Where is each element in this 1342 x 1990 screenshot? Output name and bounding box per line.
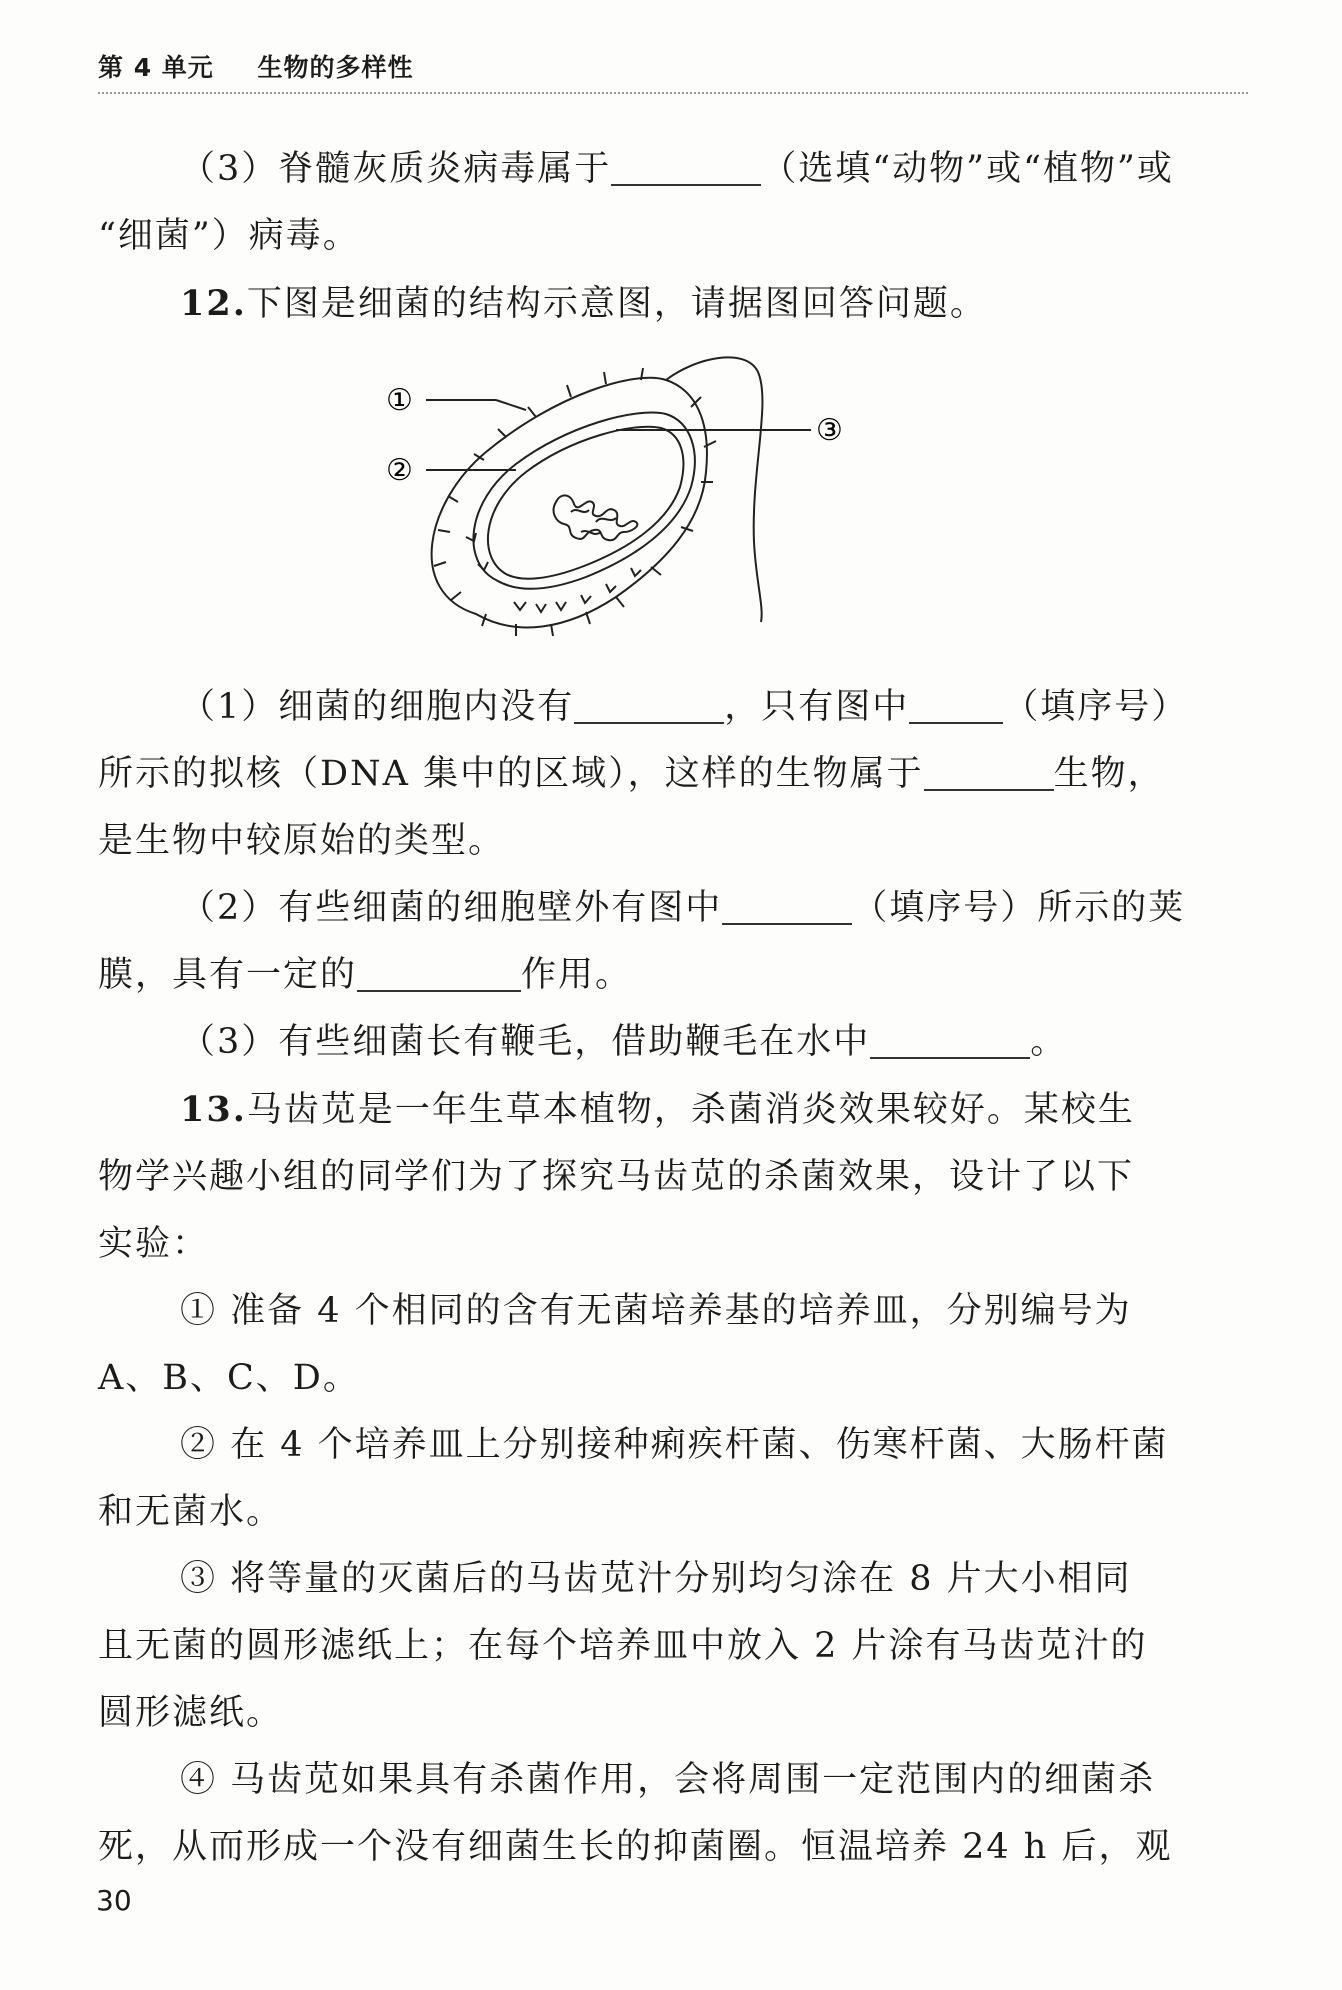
page-header [98, 48, 1248, 94]
unit-title: 生物的多样性 [257, 53, 414, 82]
q13-step1-line1: ① 准备 4 个相同的含有无菌培养基的培养皿，分别编号为 [180, 1291, 1132, 1331]
label-1: ① [386, 383, 415, 418]
q13-step1-line2: A、B、C、D。 [98, 1358, 360, 1398]
answer-blank[interactable] [722, 883, 852, 925]
q12-2-line1: （2）有些细菌的细胞壁外有图中 （填序号）所示的荚 [98, 875, 1218, 942]
answer-blank[interactable] [574, 682, 724, 724]
q13-step4-line2: 死，从而形成一个没有细菌生长的抑菌圈。恒温培养 24 h 后，观 [98, 1827, 1173, 1867]
answer-blank[interactable] [611, 144, 761, 186]
q12-3-line: （3）有些细菌长有鞭毛，借助鞭毛在水中 。 [98, 1009, 1218, 1076]
answer-blank[interactable] [909, 682, 1003, 724]
page-number: 30 [96, 1884, 132, 1917]
label-2: ② [386, 453, 415, 488]
q13-stem-line2: 物学兴趣小组的同学们为了探究马齿苋的杀菌效果，设计了以下 [98, 1157, 1135, 1197]
q13-stem-line1: 13.马齿苋是一年生草本植物，杀菌消炎效果较好。某校生 [180, 1089, 1135, 1130]
q13-stem-line3: 实验： [98, 1224, 210, 1264]
q13-step3-line2: 且无菌的圆形滤纸上；在每个培养皿中放入 2 片涂有马齿苋汁的 [98, 1626, 1148, 1666]
q11-3-line2: “细菌”）病毒。 [98, 216, 360, 256]
q13-step2-line2: 和无菌水。 [98, 1492, 284, 1532]
answer-blank[interactable] [924, 749, 1054, 791]
question-number: 13. [180, 1089, 247, 1130]
answer-blank[interactable] [357, 950, 521, 992]
q13-step3-line3: 圆形滤纸。 [98, 1693, 284, 1733]
answer-blank[interactable] [870, 1017, 1030, 1059]
bacteria-structure-figure [366, 352, 886, 672]
page-content [98, 136, 1218, 1881]
unit-label: 第 4 单元 [98, 53, 214, 82]
q12-1-line1: （1）细菌的细胞内没有 ，只有图中 （填序号） [98, 674, 1218, 741]
q11-3-line1: （3）脊髓灰质炎病毒属于 （选填“动物”或“植物”或 [98, 136, 1218, 203]
q13-step4-line1: ④ 马齿苋如果具有杀菌作用，会将周围一定范围内的细菌杀 [180, 1760, 1156, 1800]
bacteria-diagram [98, 338, 1218, 674]
q12-1-line2: 所示的拟核（DNA 集中的区域），这样的生物属于 生物， [98, 741, 1218, 808]
question-number: 12. [180, 283, 247, 324]
q12-stem: 12.下图是细菌的结构示意图，请据图回答问题。 [180, 283, 987, 324]
q13-step2-line1: ② 在 4 个培养皿上分别接种痢疾杆菌、伤寒杆菌、大肠杆菌 [180, 1425, 1169, 1465]
label-3: ③ [816, 413, 845, 448]
q13-step3-line1: ③ 将等量的灭菌后的马齿苋汁分别均匀涂在 8 片大小相同 [180, 1559, 1132, 1599]
q12-2-line2: 膜，具有一定的 作用。 [98, 942, 1218, 1009]
q12-1-line3: 是生物中较原始的类型。 [98, 821, 506, 861]
